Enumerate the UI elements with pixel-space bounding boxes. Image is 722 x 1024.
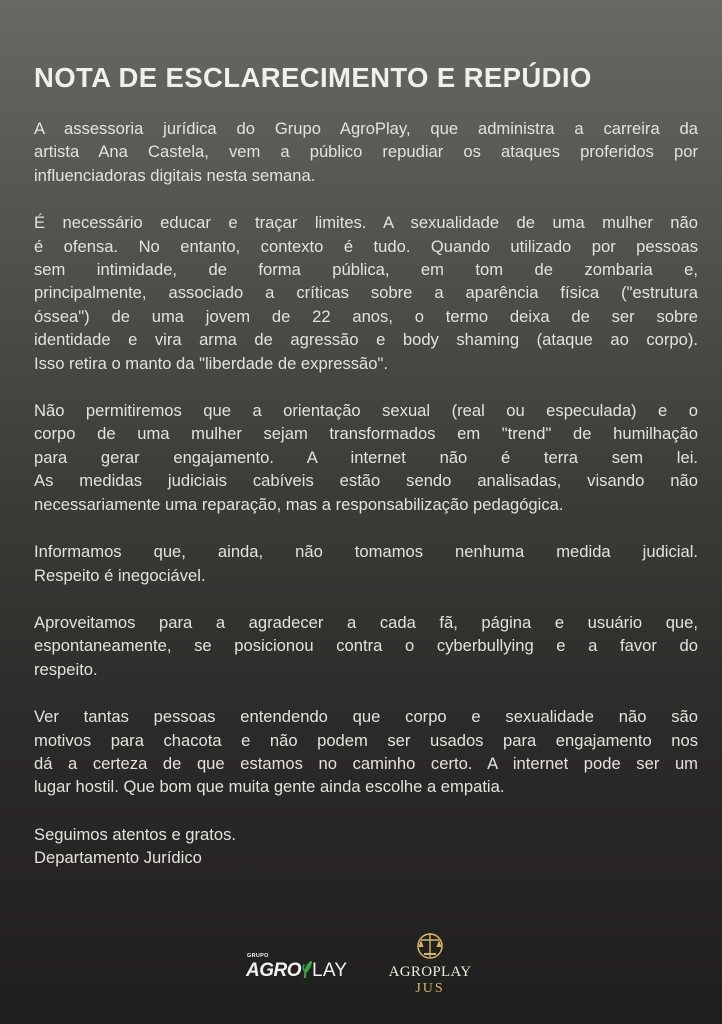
paragraph-line: é ofensa. No entanto, contexto é tudo. Quando utilizado por pessoas (34, 236, 698, 256)
statement-paragraph (34, 117, 698, 187)
statement-body (34, 117, 698, 799)
signature-block (34, 823, 698, 870)
paragraph-line: influenciadoras digitais nesta semana. (34, 165, 316, 185)
signatory: Departamento Jurídico (34, 848, 202, 868)
paragraph-line: As medidas judiciais cabíveis estão sendo analisadas, visando não (34, 471, 698, 491)
paragraph-line: Informamos que, ainda, não tomamos nenhuma medida judicial. (34, 542, 698, 562)
paragraph-line: artista Ana Castela, vem a público repudiar os ataques proferidos por (34, 142, 698, 162)
paragraph-line: Ver tantas pessoas entendendo que corpo e sexualidade não são (34, 707, 698, 727)
grupo-label: GRUPO (247, 953, 269, 959)
statement-paragraph (34, 211, 698, 375)
paragraph-line: espontaneamente, se posicionou contra o cyberbullying e a favor do (34, 636, 698, 656)
paragraph-line: óssea") de uma jovem de 22 anos, o termo deixa de ser sobre (34, 306, 698, 326)
paragraph-line: sem intimidade, de forma pública, em tom de zombaria e, (34, 260, 698, 280)
jus-label: JUS (415, 981, 445, 996)
paragraph-line: lugar hostil. Que bom que muita gente ainda escolhe a empatia. (34, 777, 505, 797)
paragraph-line: respeito. (34, 659, 98, 679)
agroplay-logo (246, 953, 348, 982)
statement-paragraph (34, 399, 698, 516)
paragraph-line: necessariamente uma reparação, mas a responsabilização pedagógica. (34, 494, 564, 514)
document-title: NOTA DE ESCLARECIMENTO E REPÚDIO (34, 62, 592, 93)
paragraph-line: identidade e vira arma de agressão e body shaming (ataque ao corpo). (34, 330, 698, 350)
jus-brand-name: AGROPLAY (388, 964, 472, 980)
paragraph-line: Aproveitamos para a agradecer a cada fã, página e usuário que, (34, 612, 698, 632)
agroplay-jus-logo (386, 930, 474, 997)
paragraph-line: É necessário educar e traçar limites. A sexualidade de uma mulher não (34, 213, 698, 233)
paragraph-line: para gerar engajamento. A internet não é terra sem lei. (34, 447, 698, 467)
scales-emblem-icon (415, 930, 445, 960)
paragraph-line: Não permitiremos que a orientação sexual (real ou especulada) e o (34, 401, 698, 421)
statement-paragraph (34, 705, 698, 799)
paragraph-line: principalmente, associado a críticas sobre a aparência física ("estrutura (34, 283, 698, 303)
footer-logos (0, 930, 722, 1010)
agro-wordmark: AGRO (246, 960, 301, 981)
paragraph-line: Respeito é inegociável. (34, 565, 206, 585)
statement-paragraph (34, 540, 698, 587)
leaf-icon (302, 961, 312, 978)
paragraph-line: dá a certeza de que estamos no caminho certo. A internet pode ser um (34, 753, 698, 773)
play-wordmark: LAY (312, 960, 348, 981)
paragraph-line: A assessoria jurídica do Grupo AgroPlay, que administra a carreira da (34, 119, 698, 138)
closing-line: Seguimos atentos e gratos. (34, 824, 237, 844)
statement-paragraph (34, 611, 698, 681)
statement-document (34, 62, 698, 870)
paragraph-line: motivos para chacota e não podem ser usados para engajamento nos (34, 730, 698, 750)
paragraph-line: corpo de uma mulher sejam transformados em "trend" de humilhação (34, 424, 698, 444)
paragraph-line: Isso retira o manto da "liberdade de expressão". (34, 353, 388, 373)
